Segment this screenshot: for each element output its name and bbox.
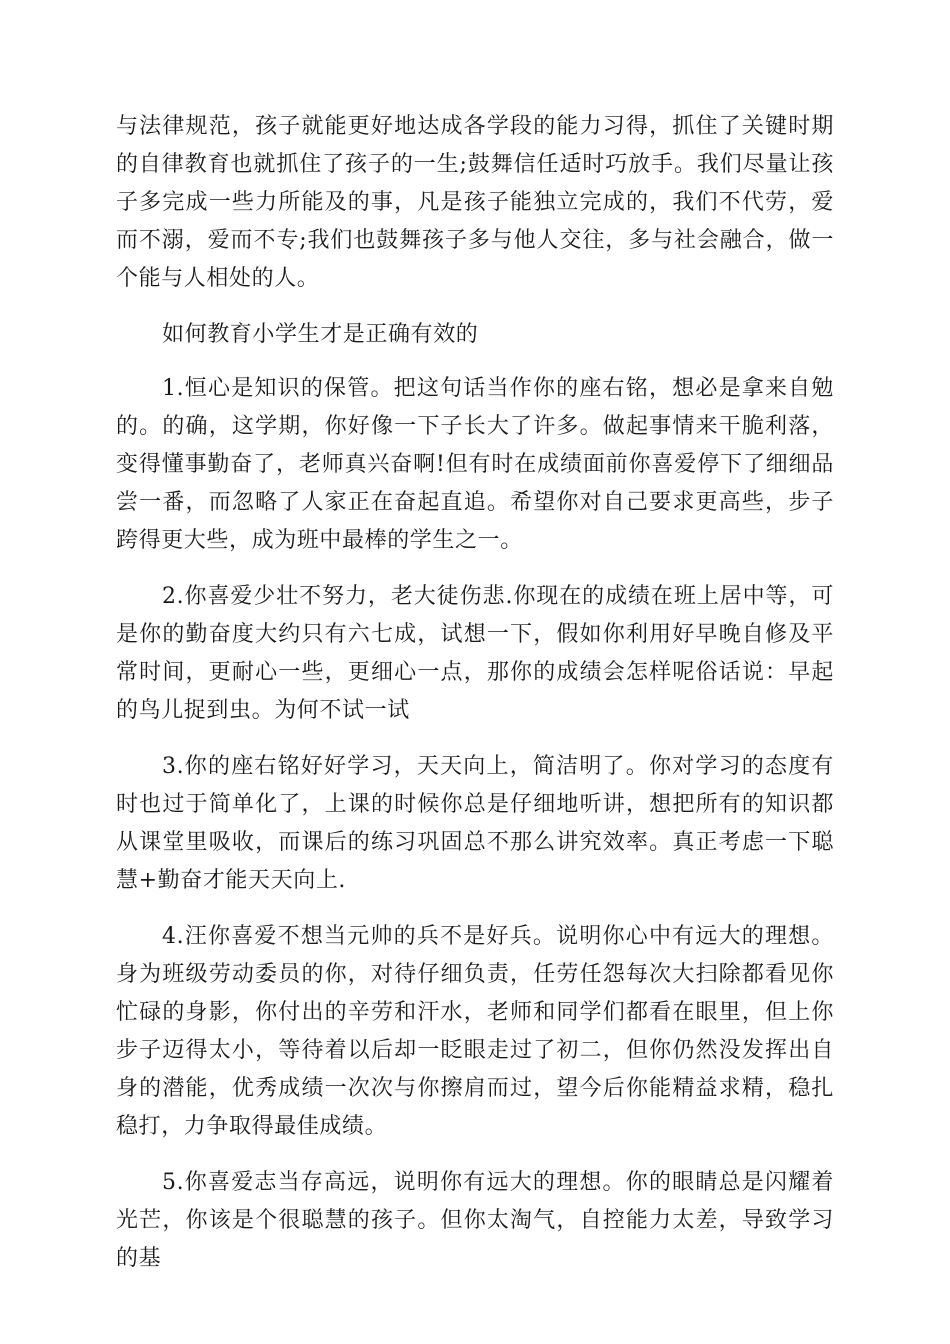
document-body (116, 108, 834, 1296)
list-item-3: 3.你的座右铭好好学习，天天向上，简洁明了。你对学习的态度有时也过于简单化了，上课的时候你总是仔细地听讲，想把所有的知识都从课堂里吸收，而课后的练习巩固总不那么讲究效率。真正考虑一下聪慧+勤奋才能天天向上. (116, 754, 834, 893)
list-item-5: 5.你喜爱志当存高远，说明你有远大的理想。你的眼睛总是闪耀着光芒，你该是个很聪慧的孩子。但你太淘气，自控能力太差，导致学习的基 (116, 1170, 834, 1271)
list-item-4: 4.汪你喜爱不想当元帅的兵不是好兵。说明你心中有远大的理想。身为班级劳动委员的你，对待仔细负责，任劳任怨每次大扫除都看见你忙碌的身影，你付出的辛劳和汗水，老师和同学们都看在眼里，但上你步子迈得太小，等待着以后却一眨眼走过了初二，但你仍然没发挥出自身的潜能，优秀成绩一次次与你擦肩而过，望今后你能精益求精，稳扎稳打，力争取得最佳成绩。 (116, 924, 834, 1139)
list-item-2: 2.你喜爱少壮不努力，老大徒伤悲.你现在的成绩在班上居中等，可是你的勤奋度大约只有六七成，试想一下，假如你利用好早晚自修及平常时间，更耐心一些，更细心一点，那你的成绩会怎样呢俗话说：早起的鸟儿捉到虫。为何不试一试 (116, 584, 834, 723)
list-item-1: 1.恒心是知识的保管。把这句话当作你的座右铭，想必是拿来自勉的。的确，这学期，你好像一下子长大了许多。做起事情来干脆利落，变得懂事勤奋了，老师真兴奋啊!但有时在成绩面前你喜爱停下了细细品尝一番，而忽略了人家正在奋起直追。希望你对自己要求更高些，步子跨得更大些，成为班中最棒的学生之一。 (116, 376, 834, 553)
section-title: 如何教育小学生才是正确有效的 (162, 322, 479, 347)
continuation-paragraph: 与法律规范，孩子就能更好地达成各学段的能力习得，抓住了关键时期的自律教育也就抓住了孩子的一生;鼓舞信任适时巧放手。我们尽量让孩子多完成一些力所能及的事，凡是孩子能独立完成的，我们不代劳，爱而不溺，爱而不专;我们也鼓舞孩子多与他人交往，多与社会融合，做一个能与人相处的人。 (116, 114, 834, 291)
